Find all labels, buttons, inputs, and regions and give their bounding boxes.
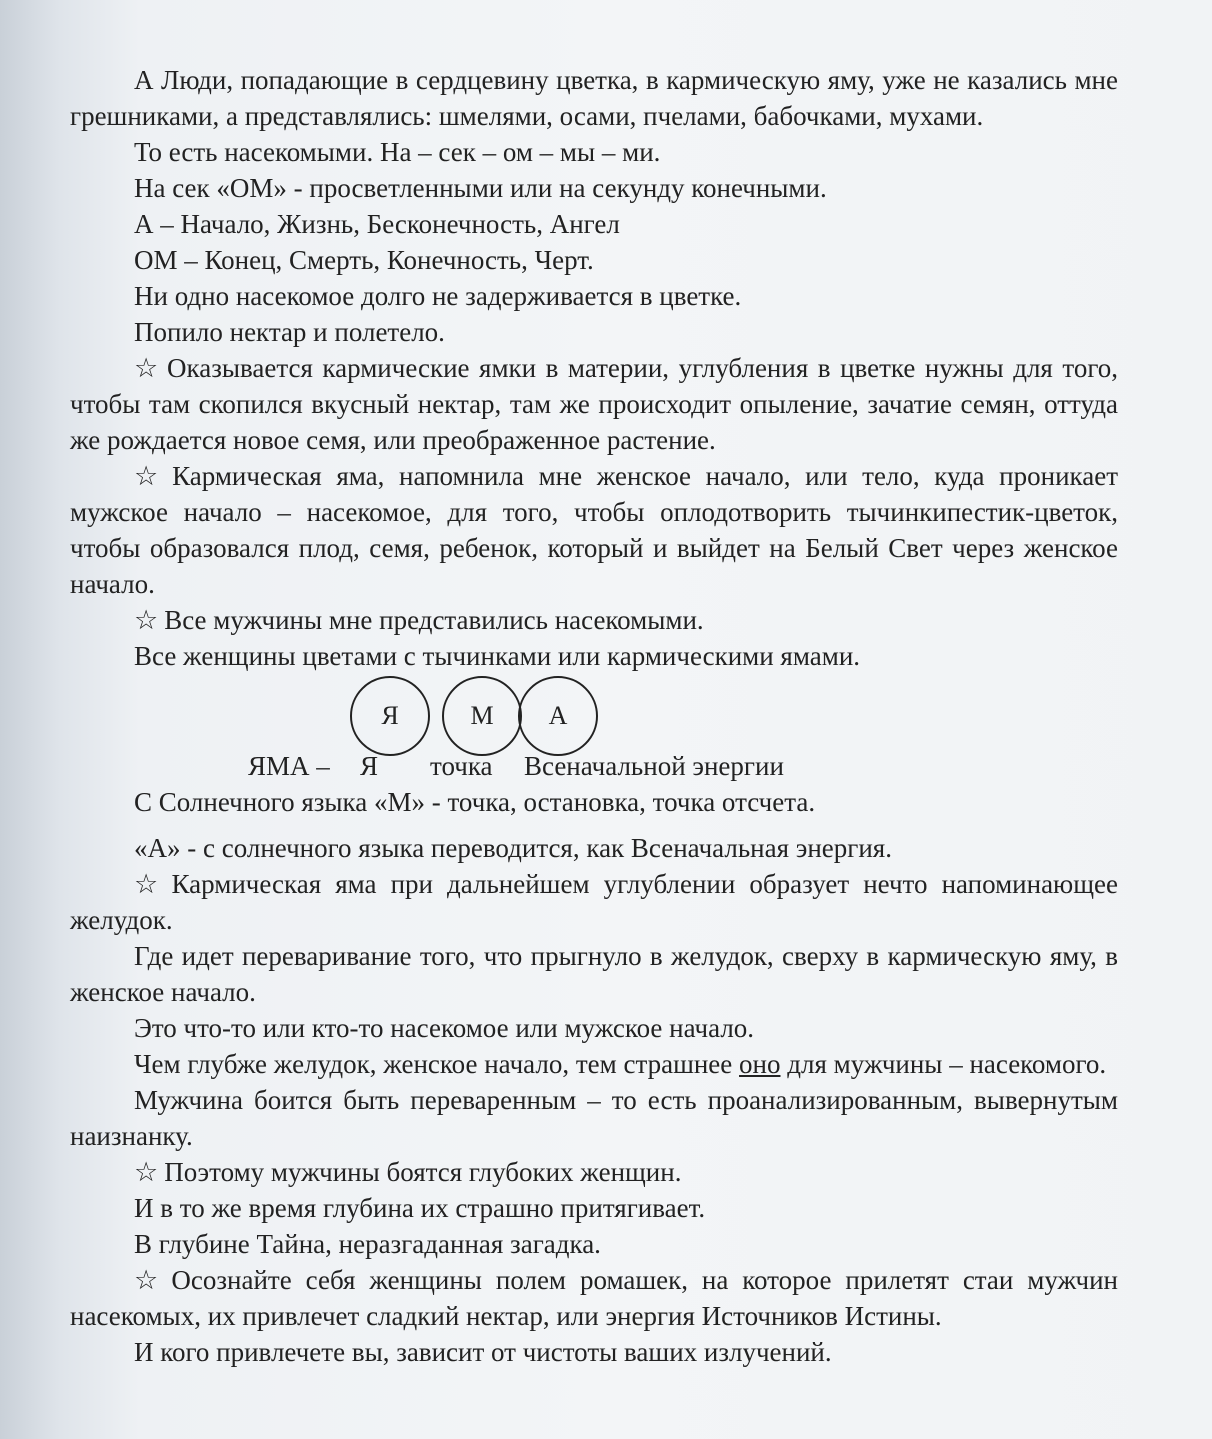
paragraph: Где идет переваривание того, что прыгнуло в желудок, сверху в кармическую яму, в женское начало.: [70, 941, 1118, 1007]
paragraph: ☆ Осознайте себя женщины полем ромашек, на которое прилетят стаи мужчин насекомых, их привлечет сладкий нектар, или энергия Источников Истины.: [70, 1265, 1118, 1331]
star-icon: ☆: [134, 353, 161, 383]
star-icon: ☆: [134, 1157, 159, 1187]
diagram-label-yama: ЯМА –: [248, 751, 330, 781]
paragraph: Все женщины цветами с тычинками или кармическими ямами.: [134, 641, 861, 671]
paragraph: То есть насекомыми. На – сек – ом – мы – ми.: [134, 137, 661, 167]
paragraph: ☆ Поэтому мужчины боятся глубоких женщин.: [134, 1157, 682, 1187]
paragraph: И кого привлечете вы, зависит от чистоты ваших излучений.: [134, 1337, 832, 1367]
star-icon: ☆: [134, 461, 167, 491]
paragraph: ☆ Кармическая яма при дальнейшем углублении образует нечто напоминающее желудок.: [70, 869, 1118, 935]
paragraph: На сек «ОМ» - просветленными или на секунду конечными.: [134, 173, 827, 203]
diagram-label-tochka: точка: [430, 751, 493, 781]
paragraph: А – Начало, Жизнь, Бесконечность, Ангел: [134, 209, 620, 239]
paragraph: Чем глубже желудок, женское начало, тем страшнее оно для мужчины – насекомого.: [134, 1049, 1107, 1079]
underlined-word: оно: [739, 1049, 781, 1079]
star-icon: ☆: [134, 1265, 166, 1295]
paragraph: А Люди, попадающие в сердцевину цветка, в кармическую яму, уже не казались мне грешниками, а представлялись: шмелями, осами, пчелами, бабочками, мухами.: [70, 65, 1118, 131]
paragraph: Попило нектар и полетело.: [134, 317, 445, 347]
paragraph: Это что-то или кто-то насекомое или мужское начало.: [134, 1013, 755, 1043]
paragraph: Мужчина боится быть переваренным – то есть проанализированным, вывернутым наизнанку.: [70, 1085, 1118, 1151]
paragraph: Ни одно насекомое долго не задерживается в цветке.: [134, 281, 742, 311]
paragraph: «А» - с солнечного языка переводится, как Всеначальная энергия.: [134, 833, 892, 863]
paragraph: В глубине Тайна, неразгаданная загадка.: [134, 1229, 601, 1259]
yama-diagram: [70, 676, 1118, 780]
circle-a: А: [518, 676, 598, 756]
circle-ya: Я: [350, 676, 430, 756]
paragraph: ☆ Все мужчины мне представились насекомыми.: [134, 605, 704, 635]
circle-m: М: [442, 676, 522, 756]
paragraph: ☆ Кармическая яма, напомнила мне женское начало, или тело, куда проникает мужское начало – насекомое, для того, чтобы оплодотворить тычинкипестик-цветок, чтобы образовался плод, семя, ребенок, который и выйдет на Белый Свет через женское начало.: [70, 461, 1118, 599]
diagram-label-energy: Всеначальной энергии: [524, 751, 784, 781]
paragraph: ☆ Оказывается кармические ямки в материи, углубления в цветке нужны для того, чтобы там скопился вкусный нектар, там же происходит опыление, зачатие семян, оттуда же рождается новое семя, или преображенное растение.: [70, 353, 1118, 455]
body-text: [70, 62, 1118, 1370]
star-icon: ☆: [134, 869, 166, 899]
diagram-label-ya: Я: [360, 751, 379, 781]
paragraph: И в то же время глубина их страшно притягивает.: [134, 1193, 706, 1223]
paragraph: С Солнечного языка «М» - точка, остановка, точка отсчета.: [134, 787, 816, 817]
paragraph: ОМ – Конец, Смерть, Конечность, Черт.: [134, 245, 594, 275]
star-icon: ☆: [134, 605, 159, 635]
